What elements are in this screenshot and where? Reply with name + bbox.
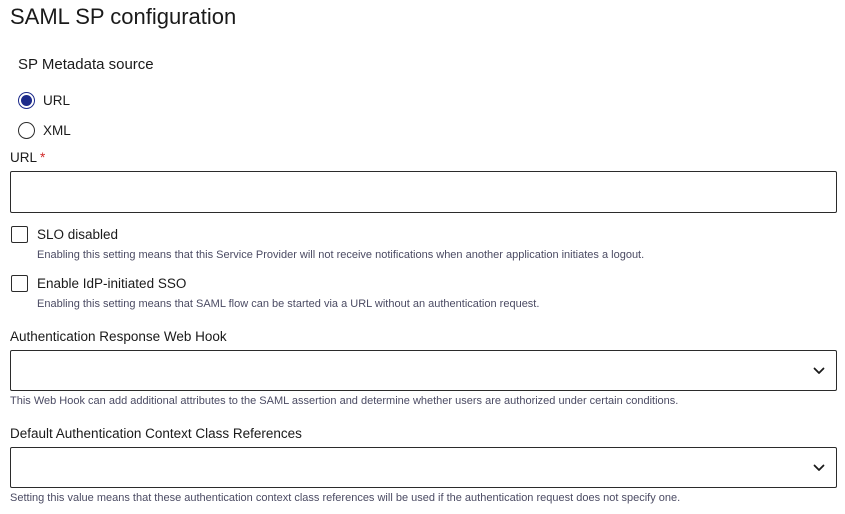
radio-xml-indicator[interactable] [18,122,35,139]
slo-disabled-checkbox-row[interactable] [11,226,118,243]
context-class-label: Default Authentication Context Class References [10,426,302,441]
web-hook-select[interactable] [10,350,837,391]
radio-selected-dot [21,95,32,106]
radio-xml-label: XML [43,123,71,138]
radio-url-label: URL [43,93,71,108]
required-marker: * [40,150,46,165]
page-title: SAML SP configuration [10,4,237,29]
url-input[interactable] [10,171,837,213]
web-hook-label: Authentication Response Web Hook [10,329,227,344]
url-field-label [10,150,45,165]
radio-url-indicator[interactable] [18,92,35,109]
idp-sso-checkbox-row[interactable] [11,275,186,292]
slo-disabled-checkbox[interactable] [11,226,28,243]
context-class-select[interactable] [10,447,837,488]
chevron-down-icon [813,464,825,472]
slo-disabled-label: SLO disabled [37,227,119,242]
url-label-text: URL [10,150,38,165]
idp-sso-checkbox[interactable] [11,275,28,292]
context-class-help: Setting this value means that these authentication context class references will be used if the authentication request does not specify one. [10,492,681,504]
radio-option-url[interactable] [18,92,70,109]
radio-option-xml[interactable] [18,122,71,139]
chevron-down-icon [813,367,825,375]
slo-disabled-help: Enabling this setting means that this Service Provider will not receive notifications when another application initiates a logout. [37,249,645,261]
web-hook-help: This Web Hook can add additional attributes to the SAML assertion and determine whether users are authorized under certain conditions. [10,395,679,407]
metadata-source-label: SP Metadata source [18,56,154,73]
idp-sso-label: Enable IdP-initiated SSO [37,276,187,291]
idp-sso-help: Enabling this setting means that SAML flow can be started via a URL without an authentication request. [37,298,540,310]
